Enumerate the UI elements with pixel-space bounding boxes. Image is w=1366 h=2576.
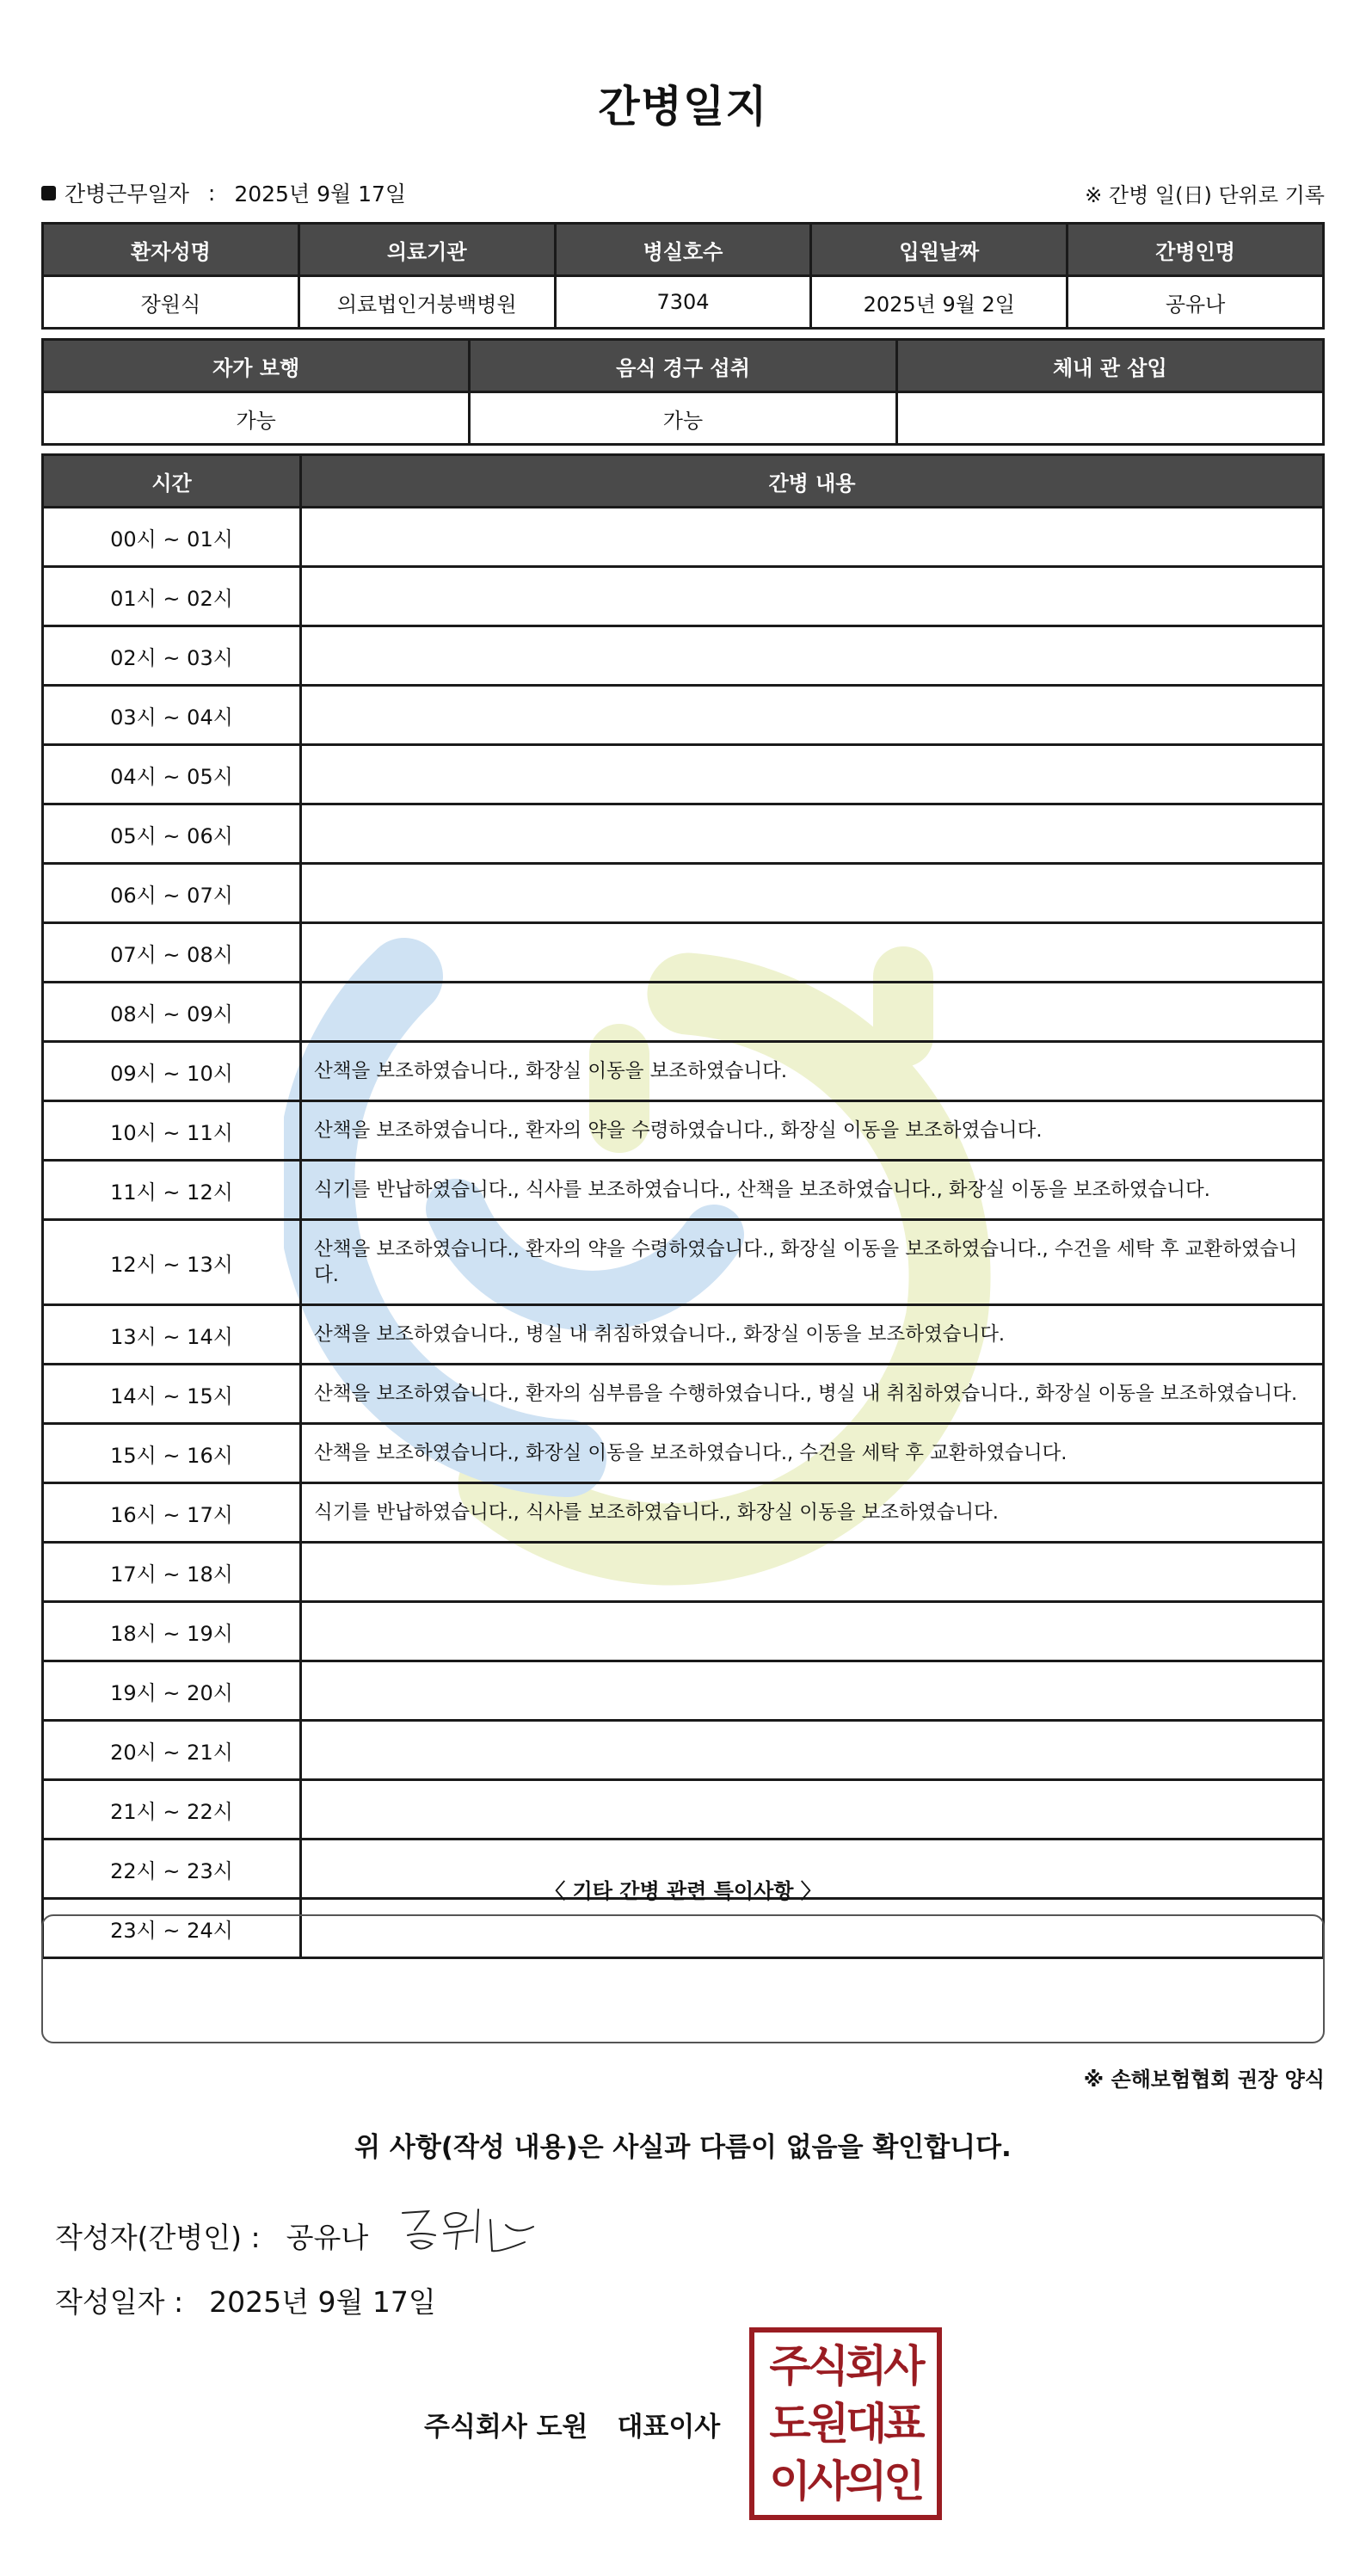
time-slot: 03시 ~ 04시 — [43, 686, 301, 745]
table-row — [43, 1721, 1324, 1780]
time-slot: 16시 ~ 17시 — [43, 1483, 301, 1543]
time-slot: 22시 ~ 23시 — [43, 1840, 301, 1899]
time-slot: 17시 ~ 18시 — [43, 1543, 301, 1602]
writer-label: 작성자(간병인) : — [55, 2221, 261, 2254]
company-signoff — [424, 2405, 720, 2444]
time-slot: 06시 ~ 07시 — [43, 864, 301, 923]
care-content: 산책을 보조하였습니다., 환자의 약을 수령하였습니다., 화장실 이동을 보조하였습니다. — [301, 1101, 1324, 1161]
writer-name: 공유나 — [286, 2221, 369, 2254]
care-content: 식기를 반납하였습니다., 식사를 보조하였습니다., 화장실 이동을 보조하였습니다. — [301, 1483, 1324, 1543]
time-slot: 02시 ~ 03시 — [43, 626, 301, 686]
time-slot: 14시 ~ 15시 — [43, 1365, 301, 1424]
care-content — [301, 508, 1324, 567]
header-admission-date: 입원날짜 — [811, 224, 1068, 276]
header-room-number: 병실호수 — [555, 224, 811, 276]
time-slot: 12시 ~ 13시 — [43, 1220, 301, 1305]
seal-line-1: 주식회사 — [769, 2340, 922, 2392]
company-name: 주식회사 도원 — [424, 2412, 588, 2443]
oral-intake-value: 가능 — [470, 392, 896, 445]
care-content — [301, 686, 1324, 745]
time-slot: 05시 ~ 06시 — [43, 804, 301, 864]
tube-insertion-value — [896, 392, 1323, 445]
written-date-row — [55, 2280, 436, 2320]
time-slot: 09시 ~ 10시 — [43, 1042, 301, 1101]
care-content — [301, 1661, 1324, 1721]
self-walking-value: 가능 — [43, 392, 470, 445]
time-slot: 11시 ~ 12시 — [43, 1161, 301, 1220]
table-row — [43, 745, 1324, 804]
care-content — [301, 1721, 1324, 1780]
time-slot: 04시 ~ 05시 — [43, 745, 301, 804]
time-slot: 00시 ~ 01시 — [43, 508, 301, 567]
table-row — [43, 804, 1324, 864]
header-patient-name: 환자성명 — [43, 224, 299, 276]
patient-name: 장원식 — [43, 276, 299, 329]
care-content — [301, 1543, 1324, 1602]
header-tube-insertion: 체내 관 삽입 — [896, 340, 1323, 392]
care-content — [301, 1602, 1324, 1661]
recommended-form-note: ※ 손해보험협회 권장 양식 — [1083, 2068, 1325, 2092]
confirmation-statement: 위 사항(작성 내용)은 사실과 다름이 없음을 확인합니다. — [354, 2132, 1012, 2163]
care-content — [301, 745, 1324, 804]
work-date-label: 간병근무일자 — [65, 182, 189, 206]
table-row — [43, 1101, 1324, 1161]
time-slot: 23시 ~ 24시 — [43, 1899, 301, 1958]
hospital-name: 의료법인거붕백병원 — [298, 276, 555, 329]
care-content — [301, 567, 1324, 626]
care-content — [301, 1780, 1324, 1840]
table-row — [43, 983, 1324, 1042]
care-content: 산책을 보조하였습니다., 환자의 심부름을 수행하였습니다., 병실 내 취침하였습니다., 화장실 이동을 보조하였습니다. — [301, 1365, 1324, 1424]
header-hospital: 의료기관 — [298, 224, 555, 276]
company-seal-stamp — [749, 2327, 942, 2520]
document-title: 간병일지 — [598, 82, 768, 132]
care-content: 식기를 반납하였습니다., 식사를 보조하였습니다., 산책을 보조하였습니다., 화장실 이동을 보조하였습니다. — [301, 1161, 1324, 1220]
written-date-label: 작성일자 : — [55, 2285, 184, 2319]
table-row — [43, 1543, 1324, 1602]
care-content — [301, 804, 1324, 864]
time-slot: 20시 ~ 21시 — [43, 1721, 301, 1780]
table-row — [43, 508, 1324, 567]
patient-info-table — [41, 222, 1325, 330]
table-row — [43, 626, 1324, 686]
table-row — [43, 1220, 1324, 1305]
table-row — [43, 1424, 1324, 1483]
care-content: 산책을 보조하였습니다., 병실 내 취침하였습니다., 화장실 이동을 보조하였습니다. — [301, 1305, 1324, 1365]
time-slot: 01시 ~ 02시 — [43, 567, 301, 626]
header-care-content: 간병 내용 — [301, 455, 1324, 508]
seal-line-2: 도원대표 — [769, 2397, 922, 2449]
table-row — [43, 1780, 1324, 1840]
care-content — [301, 983, 1324, 1042]
table-row — [43, 1365, 1324, 1424]
work-date-separator: : — [207, 180, 216, 206]
table-row — [43, 1305, 1324, 1365]
notes-box — [41, 1914, 1325, 2043]
bullet-square-icon — [41, 186, 56, 200]
writer-row — [55, 2215, 368, 2256]
time-slot: 19시 ~ 20시 — [43, 1661, 301, 1721]
care-log-table — [41, 453, 1325, 1959]
table-row — [43, 686, 1324, 745]
header-self-walking: 자가 보행 — [43, 340, 470, 392]
table-row — [43, 1042, 1324, 1101]
care-content — [301, 626, 1324, 686]
header-time: 시간 — [43, 455, 301, 508]
room-number: 7304 — [555, 276, 811, 329]
care-content: 산책을 보조하였습니다., 환자의 약을 수령하였습니다., 화장실 이동을 보조하였습니다., 수건을 세탁 후 교환하였습니다. — [301, 1220, 1324, 1305]
care-content — [301, 864, 1324, 923]
table-row — [43, 864, 1324, 923]
time-slot: 10시 ~ 11시 — [43, 1101, 301, 1161]
handwritten-signature — [396, 2201, 542, 2261]
time-slot: 15시 ~ 16시 — [43, 1424, 301, 1483]
table-row — [43, 1602, 1324, 1661]
caregiver-name: 공유나 — [1068, 276, 1324, 329]
work-date-row — [41, 177, 1325, 208]
table-row — [43, 1661, 1324, 1721]
table-row — [43, 923, 1324, 983]
company-title: 대표이사 — [617, 2412, 721, 2443]
care-content — [301, 923, 1324, 983]
time-slot: 18시 ~ 19시 — [43, 1602, 301, 1661]
seal-line-3: 이사의인 — [769, 2455, 922, 2506]
care-content: 산책을 보조하였습니다., 화장실 이동을 보조하였습니다. — [301, 1042, 1324, 1101]
written-date-value: 2025년 9월 17일 — [209, 2285, 436, 2319]
table-row — [43, 1483, 1324, 1543]
admission-date: 2025년 9월 2일 — [811, 276, 1068, 329]
care-content: 산책을 보조하였습니다., 화장실 이동을 보조하였습니다., 수건을 세탁 후 교환하였습니다. — [301, 1424, 1324, 1483]
time-slot: 08시 ~ 09시 — [43, 983, 301, 1042]
patient-ability-table — [41, 338, 1325, 446]
record-unit-note: ※ 간병 일(日) 단위로 기록 — [1085, 182, 1325, 207]
table-row — [43, 1161, 1324, 1220]
header-caregiver-name: 간병인명 — [1068, 224, 1324, 276]
time-slot: 07시 ~ 08시 — [43, 923, 301, 983]
table-row — [43, 567, 1324, 626]
work-date-value: 2025년 9월 17일 — [234, 182, 407, 206]
header-oral-intake: 음식 경구 섭취 — [470, 340, 896, 392]
time-slot: 13시 ~ 14시 — [43, 1305, 301, 1365]
notes-title: 〈 기타 간병 관련 특이사항 〉 — [545, 1879, 821, 1903]
time-slot: 21시 ~ 22시 — [43, 1780, 301, 1840]
